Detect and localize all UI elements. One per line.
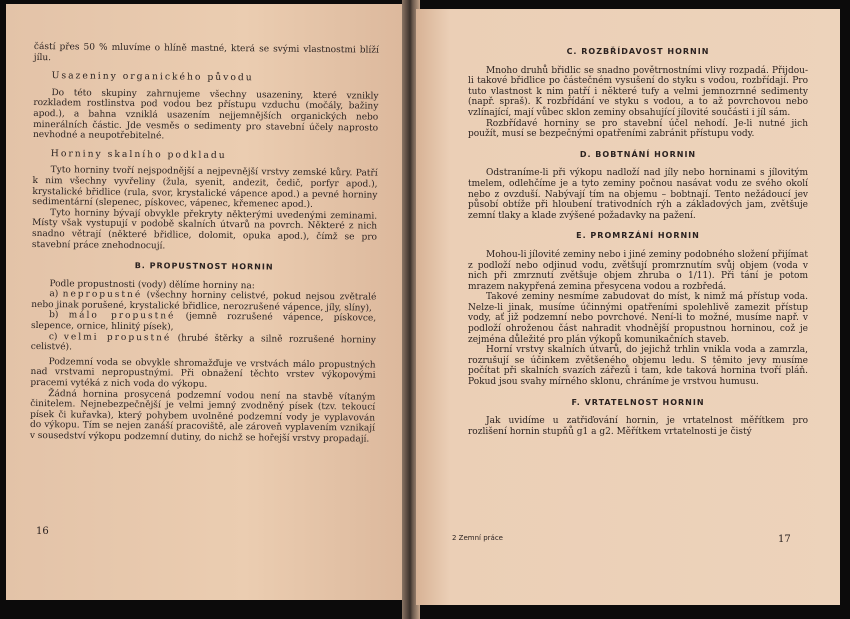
list-item-text: (jemně rozrušené vápence, pískovce, slepence, ornice, hlinitý písek), (30, 312, 377, 333)
section-heading: F. VRTATELNOST HORNIN (571, 397, 705, 407)
term: nepropustné (62, 289, 143, 301)
section-heading: B. PROPUSTNOST HORNIN (134, 261, 274, 272)
section-heading: C. ROZBŘÍDAVOST HORNIN (566, 47, 710, 56)
section-heading: E. PROMRZÁNÍ HORNIN (576, 231, 700, 241)
paragraph: Podzemní voda se obvykle shromažďuje ve vrstvách málo propustných nad vrstvami nepropustnými. Při obnažení těchto vrstev výkopovými pracemi vytéká z nich voda do výkopu. (30, 357, 376, 390)
list-item-text: (všechny horniny celistvé, pokud nejsou zvětralé nebo jinak porušené, krystalické břidlice, nerozrušené vápence, jíly, slíny), (31, 290, 377, 314)
paragraph: Mohou-li jílovité zeminy nebo i jiné zeminy podobného složení přijímat z podloží nebo odjinud vodu, zvětšují promrznutím svůj objem (voda v nich při zmrznutí zvětšuje objem zhruba o 1/11). Při tání je potom mrazem nakypřená zemina přesycena vodou a rozbředá. (468, 249, 809, 292)
paragraph: částí přes 50 % mluvíme o hlíně mastné, která se svými vlastnostmi blíží jílu. (33, 42, 379, 63)
list-item: c) velmi propustné (hrubé štěrky a silně rozrušené horniny celistvé). (30, 331, 376, 353)
paragraph: Žádná hornina prosycená podzemní vodou není na stavbě vítaným činitelem. Nejnebezpečnější je velmi jemný zvodněný písek (tzv. tekoucí písek či kuřavka), který pohybem uvolněné podzemní vody je vyplavován do výkopu. Tím se nejen zanáší pracoviště, ale zároveň vyplavením vznikají v sousedství výkopu podzemní dutiny, do nichž se hořejší vrstvy propadají. (29, 388, 376, 445)
paragraph: Rozbřídavé horniny se pro stavební účel nehodí. Je-li nutné jich použít, musí se bezpečnými opatřeními zabránit přístupu vody. (468, 118, 808, 140)
paragraph: Odstraníme-li při výkopu nadloží nad jíly nebo horninami s jílovitým tmelem, odlehčíme je a tyto zeminy počnou nasávat vodu ze svého okolí nebo z ovzduší. Nabývají tím na objemu – bobtnají. Tento nežádoucí jev působí obtíže při hloubení trativodních rýh a základových jam, zvětšuje zemní tlaky a klade zvýšené požadavky na pažení. (468, 168, 808, 221)
right-text-column (468, 47, 808, 437)
paragraph: Jak uvidíme u zatřiďování hornin, je vrtatelnost měřítkem pro rozlišení hornin stupňů g1 a g2. Měřítkem vrtatelnosti je čistý (468, 416, 808, 437)
paragraph: Takové zeminy nesmíme zabudovat do míst, k nimž má přístup voda. Nelze-li jinak, musíme účinnými opatřeními spolehlivě zamezit přístup vody, ať již podzemní nebo povrchové. Není-li to možné, musíme např. v podloží ohroženou část nahradit vhodnější propustnou horninou, což je zejména důležité pro plán výkopů komunikačních staveb. (468, 292, 808, 345)
subheading: Usazeniny organického původu (51, 70, 254, 84)
right-page (416, 9, 840, 605)
page-number: 16 (36, 526, 49, 537)
paragraph: Do této skupiny zahrnujeme všechny usazeniny, které vznikly rozkladem rostlinstva pod vodou bez přístupu vzduchu (močály, bažiny apod.), a bahna vzniklá usazením nejjemnějších organických nebo minerálních částic. Jde vesměs o sedimenty pro stavební účely naprosto nevhodné a neupotřebitelné. (32, 87, 379, 142)
paragraph: Horní vrstvy skalních útvarů, do jejichž trhlin vnikla voda a zamrzla, rozrušují se účinkem zvětšeného objemu ledu. S těmito jevy musíme počítat při skalních svazích zářezů i tam, kde taková hornina tvoří pláň. Pokud jsou svahy mírného sklonu, chráníme je vrstvou humusu. (468, 345, 808, 388)
left-page (6, 4, 406, 600)
term: velmi propustné (63, 331, 172, 344)
subheading: Horniny skalního podkladu (50, 147, 227, 161)
left-text-column (30, 42, 379, 445)
page-footer: 2 Zemní práce (452, 534, 503, 542)
paragraph: Tyto horniny tvoří nejspodnější a nejpevnější vrstvy zemské kůry. Patří k nim všechny vyvřeliny (žula, syenit, andezit, čedič, porfyr apod.), krystalické břidlice (rula, svor, krystalické vápence apod.) a pevné horniny sedimentární (slepenec, pískovec, vápenec, křemenec apod.). (32, 165, 378, 211)
section-heading: D. BOBTNÁNÍ HORNIN (579, 149, 697, 159)
list-item-text: (hrubé štěrky a silně rozrušené horniny celistvé). (30, 333, 376, 353)
page-number: 17 (778, 534, 791, 545)
paragraph: Tyto horniny bývají obvykle překryty některými uvedenými zeminami. Místy však vystupují v podobě skalních útvarů na povrch. Některé z nich snadno větrají (některé břidlice, dolomit, opuka apod.), čímž se pro stavební práce znehodnocují. (31, 207, 378, 251)
paragraph: Mnoho druhů břidlic se snadno povětrnostními vlivy rozpadá. Přijdou-li takové břidlice po částečném vysušení do styku s vodou, rozbřídají. Pro tuto vlastnost k nim patří i některé tufy a velmi jemnozrnné sedimenty (např. spraš). K rozbřídání ve styku s vodou, a to až povrchovou nebo vzlínající, mají vůbec sklon zeminy obsahující jílovité součásti i jíl sám. (468, 65, 808, 118)
list-item: b) málo propustné (jemně rozrušené vápence, pískovce, slepence, ornice, hlinitý písek), (30, 310, 377, 333)
term: málo propustné (68, 310, 176, 322)
list-item: a) nepropustné (všechny horniny celistvé, pokud nejsou zvětralé nebo jinak porušené, krystalické břidlice, nerozrušené vápence, jíly, slíny), (31, 289, 377, 314)
paragraph: Podle propustnosti (vody) dělíme horniny na: (49, 278, 255, 292)
